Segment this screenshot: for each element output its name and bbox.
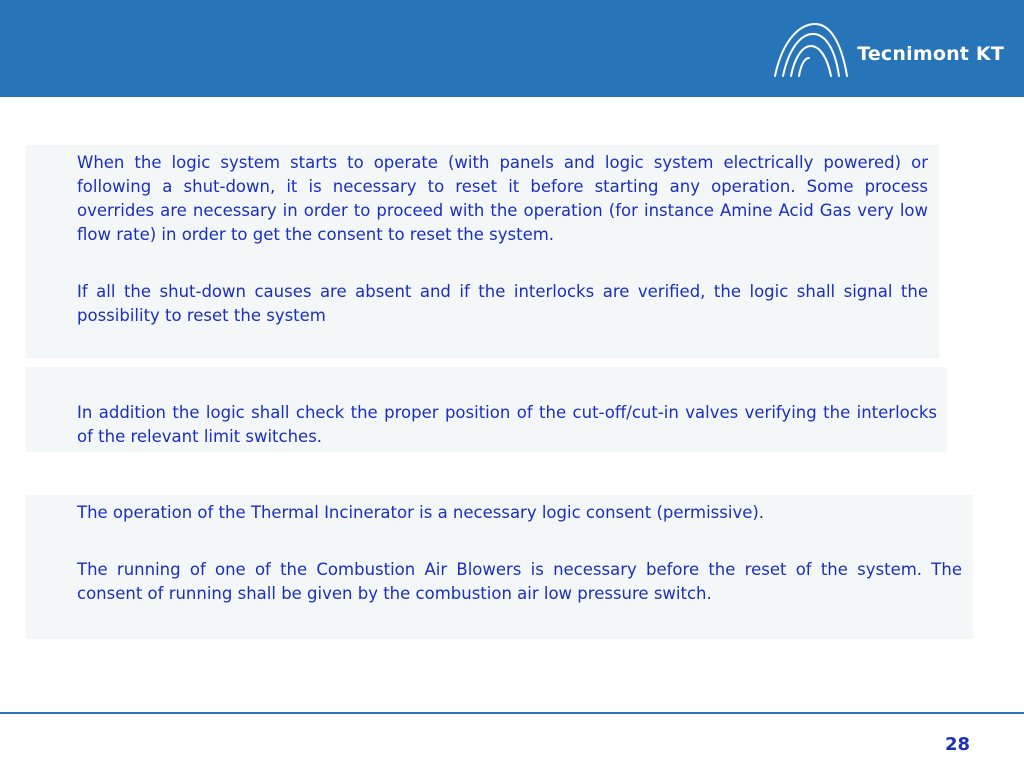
header-bar	[0, 0, 1024, 97]
paragraph-incinerator-consent: The operation of the Thermal Incinerator is a necessary logic consent (permissive).	[77, 503, 765, 522]
paragraph-valve-check: In addition the logic shall check the proper position of the cut-off/cut-in valves verifying the interlocks of the relevant limit switches.	[77, 403, 937, 446]
paragraph-reset-signal: If all the shut-down causes are absent and if the interlocks are verified, the logic shall signal the possibility to reset the system	[77, 282, 928, 325]
page-number: 28	[944, 734, 970, 755]
footer-divider	[0, 712, 1024, 714]
text-box-valves	[26, 367, 947, 452]
paragraph-reset-description: When the logic system starts to operate (with panels and logic system electrically powered) or following a shut-down, it is necessary to reset it before starting any operation. Some process overrides are necessary in order to proceed with the operation (for instance Amine Acid Gas very low flow rate) in order to get the consent to reset the system.	[77, 153, 928, 244]
brand-logo	[771, 18, 1004, 80]
text-box-consents	[26, 495, 973, 639]
paragraph-blower-consent: The running of one of the Combustion Air Blowers is necessary before the reset of the system. The consent of running shall be given by the combustion air low pressure switch.	[77, 560, 962, 603]
text-box-reset	[26, 145, 939, 358]
brand-name: Tecnimont KT	[857, 43, 1004, 65]
tecnimont-arcs-icon	[771, 18, 853, 80]
